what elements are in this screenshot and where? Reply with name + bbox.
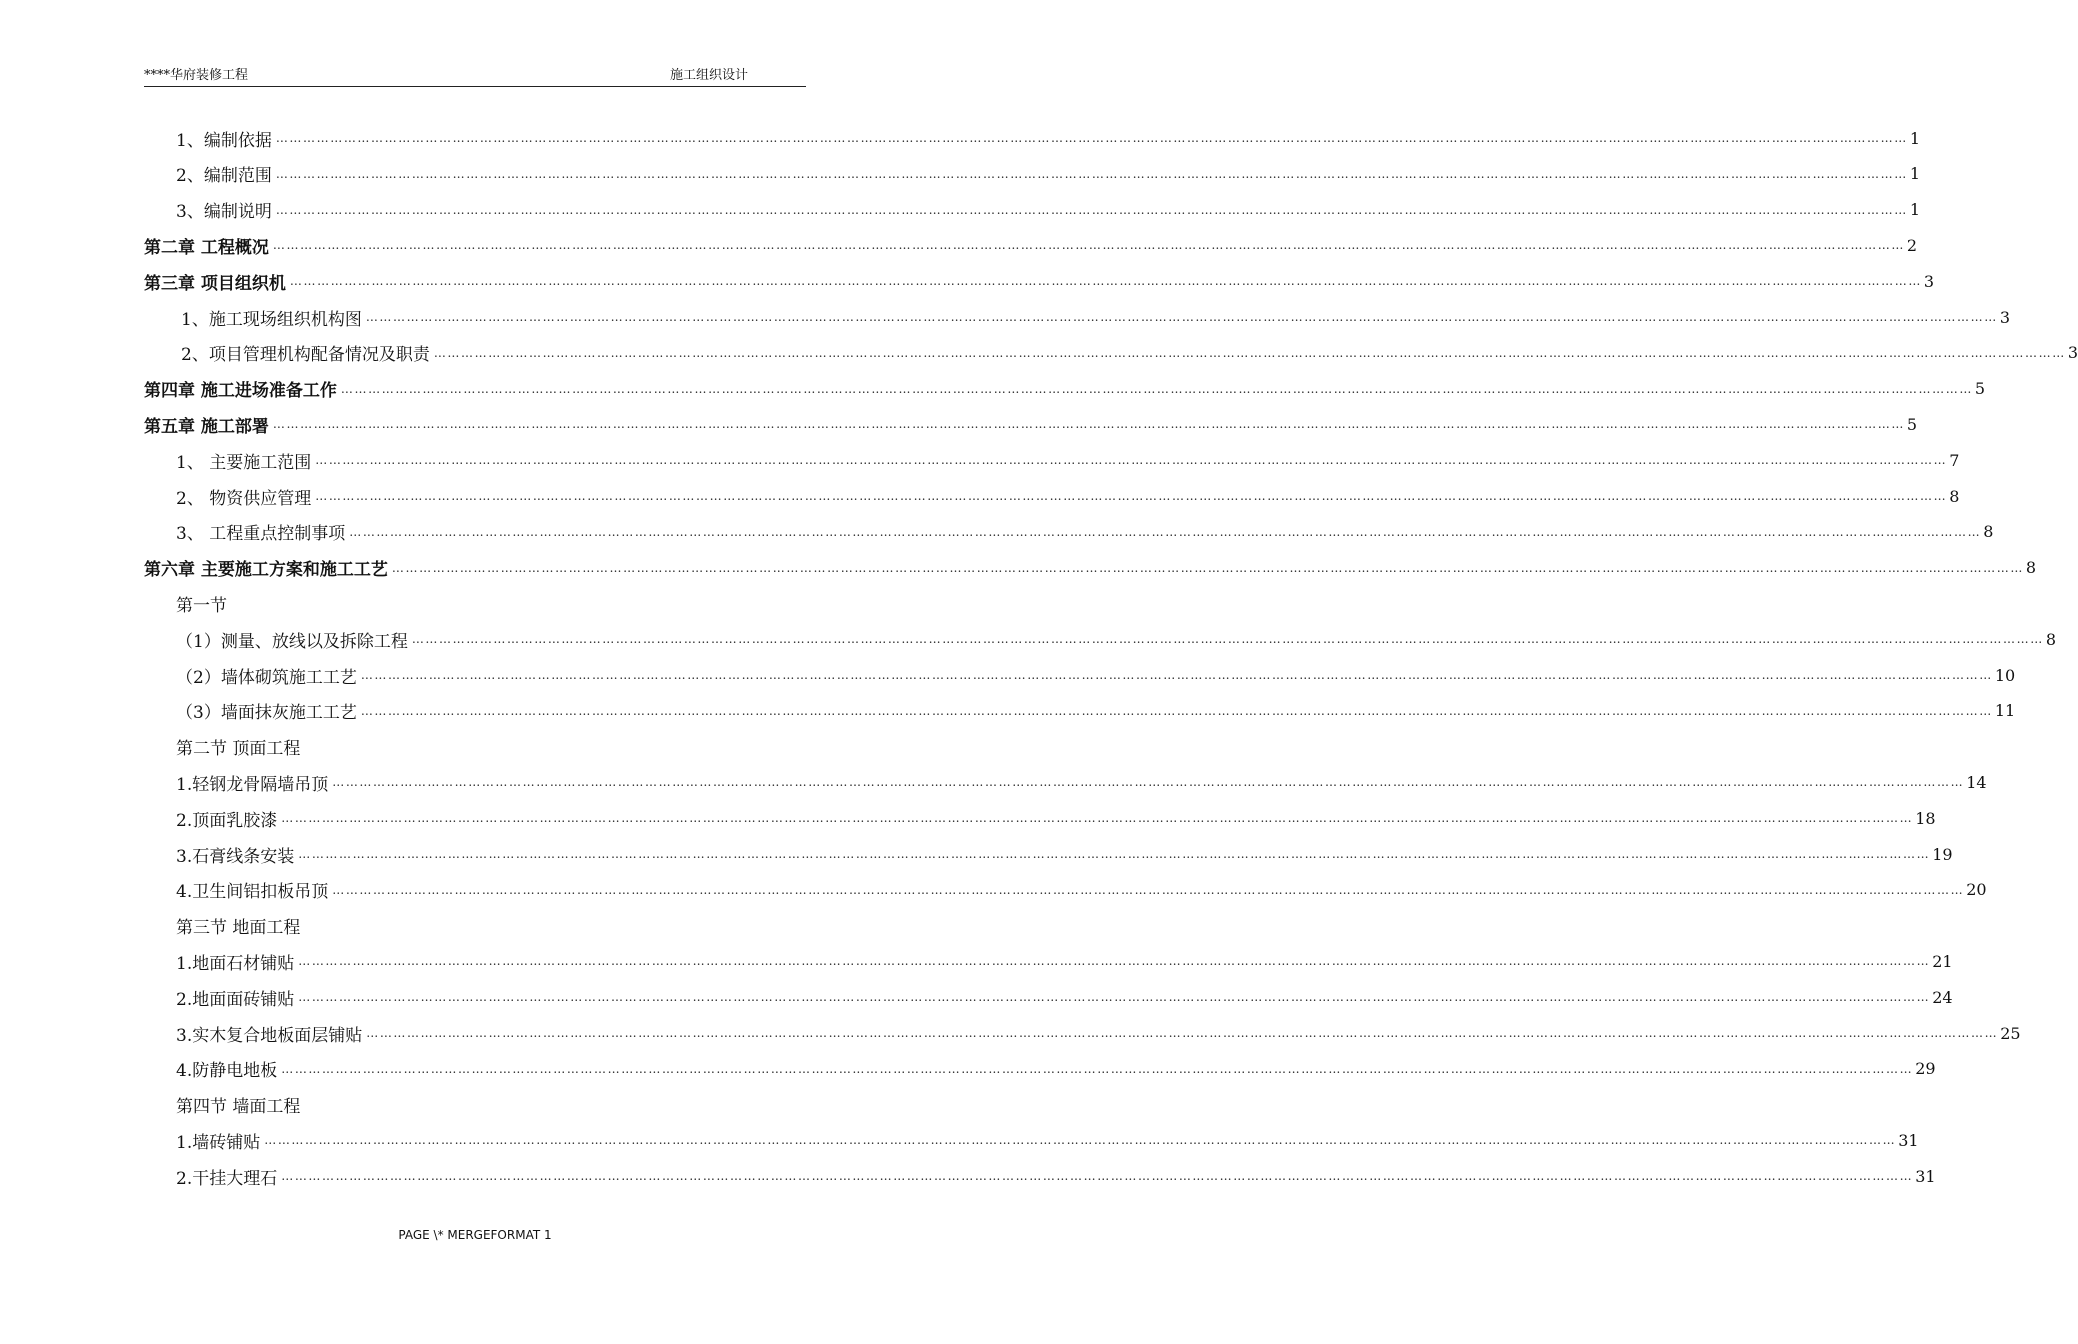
- toc-entry-title: 2.地面面砖铺贴: [176, 989, 295, 1010]
- toc-leader-dots: ………………………………………………………………………………………………………………………………………………………………………………………………………………………………………………………………………………………………………………………………: [433, 345, 2066, 360]
- toc-entry[interactable]: [176, 1015, 2021, 1051]
- toc-page-number: 25: [2000, 1023, 2021, 1043]
- toc-section-heading: 第一节: [176, 595, 227, 616]
- toc-entry-title: 3、编制说明: [176, 202, 272, 223]
- toc-entry-title: 1.墙砖铺贴: [176, 1132, 261, 1153]
- toc-leader-dots: ………………………………………………………………………………………………………………………………………………………………………………………………………………………………………………………………………………………………………………………………: [275, 131, 1908, 145]
- toc-entry[interactable]: [176, 478, 1960, 514]
- toc-entry-title: 3、 工程重点控制事项: [176, 524, 346, 545]
- toc-entry-title: 1.地面石材铺贴: [176, 953, 295, 974]
- toc-chapter-entry[interactable]: [144, 263, 1935, 299]
- toc-page-number: 3: [1923, 271, 1935, 291]
- page-footer-field: PAGE \* MERGEFORMAT 1: [398, 1228, 552, 1242]
- toc-chapter-entry[interactable]: [144, 406, 1918, 442]
- toc-entry-title: 2、 物资供应管理: [176, 488, 312, 509]
- toc-leader-dots: ………………………………………………………………………………………………………………………………………………………………………………………………………………………………………………………………………………………………………………………………: [366, 1026, 1999, 1040]
- toc-leader-dots: ………………………………………………………………………………………………………………………………………………………………………………………………………………………………………………………………………………………………………………………………: [289, 274, 1922, 289]
- toc-chapter-entry[interactable]: [144, 371, 1986, 407]
- toc-page-number: 7: [1949, 450, 1960, 470]
- toc-section-heading: 第二节 顶面工程: [176, 739, 301, 760]
- toc-page-number: 24: [1932, 987, 1953, 1007]
- toc-page-number: 29: [1915, 1059, 1936, 1079]
- toc-entry-title: 1.轻钢龙骨隔墙吊顶: [176, 774, 329, 795]
- toc-entry-title: 4.卫生间铝扣板吊顶: [176, 882, 329, 903]
- toc-leader-dots: ………………………………………………………………………………………………………………………………………………………………………………………………………………………………………………………………………………………………………………………………: [360, 703, 1993, 718]
- toc-page-number: 11: [1994, 701, 2016, 721]
- toc-entry[interactable]: [176, 979, 1953, 1015]
- toc-entry-title: 4.防静电地板: [176, 1061, 278, 1082]
- toc-entry-title: 第二章 工程概况: [144, 237, 269, 258]
- toc-entry[interactable]: [176, 872, 1987, 908]
- toc-page-number: 8: [1949, 486, 1960, 506]
- toc-entry[interactable]: [176, 1158, 1936, 1194]
- toc-entry[interactable]: [176, 442, 1960, 478]
- toc-entry[interactable]: [176, 120, 1921, 156]
- toc-section-heading: 第四节 墙面工程: [176, 1097, 301, 1118]
- toc-entry-title: 2、编制范围: [176, 166, 272, 187]
- toc-chapter-entry[interactable]: [144, 227, 1918, 263]
- toc-page-number: 10: [1994, 665, 2016, 685]
- toc-page-number: 3: [2067, 343, 2078, 363]
- toc-leader-dots: ………………………………………………………………………………………………………………………………………………………………………………………………………………………………………………………………………………………………………………………………: [272, 417, 1905, 432]
- toc-page-number: 14: [1966, 772, 1987, 792]
- toc-leader-dots: ………………………………………………………………………………………………………………………………………………………………………………………………………………………………………………………………………………………………………………………………: [315, 489, 1948, 503]
- toc-entry-title: 1、 主要施工范围: [176, 452, 312, 473]
- toc-entry-title: （3）墙面抹灰施工工艺: [176, 703, 357, 724]
- toc-entry[interactable]: [176, 1122, 1919, 1158]
- toc-entry[interactable]: [181, 335, 2078, 371]
- toc-entry[interactable]: [176, 836, 1953, 872]
- toc-page-number: 31: [1898, 1130, 1919, 1150]
- toc-page-number: 1: [1909, 128, 1921, 148]
- toc-leader-dots: ………………………………………………………………………………………………………………………………………………………………………………………………………………………………………………………………………………………………………………………………: [332, 882, 1965, 897]
- toc-leader-dots: ………………………………………………………………………………………………………………………………………………………………………………………………………………………………………………………………………………………………………………………………: [411, 632, 2044, 647]
- toc-entry[interactable]: [176, 693, 2016, 729]
- toc-entry[interactable]: [176, 1051, 1936, 1087]
- toc-chapter-entry[interactable]: [144, 550, 2037, 586]
- toc-page-number: 8: [2025, 558, 2037, 578]
- toc-leader-dots: ………………………………………………………………………………………………………………………………………………………………………………………………………………………………………………………………………………………………………………………………: [365, 310, 1998, 324]
- toc-entry-title: 2.顶面乳胶漆: [176, 810, 278, 831]
- toc-entry-title: 1、施工现场组织机构图: [181, 309, 362, 330]
- toc-entry[interactable]: [176, 943, 1953, 979]
- toc-leader-dots: ………………………………………………………………………………………………………………………………………………………………………………………………………………………………………………………………………………………………………………………………: [281, 811, 1914, 826]
- toc-leader-dots: ………………………………………………………………………………………………………………………………………………………………………………………………………………………………………………………………………………………………………………………………: [298, 990, 1931, 1005]
- toc-page-number: 2: [1906, 235, 1918, 255]
- toc-entry[interactable]: [176, 764, 1987, 800]
- page-header: [144, 66, 806, 87]
- toc-entry[interactable]: [176, 156, 1921, 192]
- toc-page-number: 1: [1909, 164, 1921, 184]
- toc-leader-dots: ………………………………………………………………………………………………………………………………………………………………………………………………………………………………………………………………………………………………………………………………: [275, 166, 1908, 181]
- toc-entry-title: 2、项目管理机构配备情况及职责: [181, 345, 430, 366]
- toc-entry-title: 2.干挂大理石: [176, 1168, 278, 1189]
- toc-leader-dots: ………………………………………………………………………………………………………………………………………………………………………………………………………………………………………………………………………………………………………………………………: [360, 668, 1993, 682]
- toc-leader-dots: ………………………………………………………………………………………………………………………………………………………………………………………………………………………………………………………………………………………………………………………………: [281, 1061, 1914, 1076]
- toc-page-number: 31: [1915, 1166, 1936, 1186]
- toc-entry-title: 1、编制依据: [176, 130, 272, 151]
- toc-entry-title: 3.石膏线条安装: [176, 846, 295, 867]
- toc-page-number: 3: [1999, 307, 2011, 327]
- toc-page-number: 1: [1909, 200, 1921, 220]
- toc-page-number: 21: [1932, 951, 1953, 971]
- toc-leader-dots: ………………………………………………………………………………………………………………………………………………………………………………………………………………………………………………………………………………………………………………………………: [298, 954, 1931, 969]
- toc-page-number: 8: [2045, 629, 2057, 649]
- toc-leader-dots: ………………………………………………………………………………………………………………………………………………………………………………………………………………………………………………………………………………………………………………………………: [275, 202, 1908, 217]
- toc-entry[interactable]: [176, 800, 1936, 836]
- toc-leader-dots: ………………………………………………………………………………………………………………………………………………………………………………………………………………………………………………………………………………………………………………………………: [315, 453, 1948, 468]
- toc-leader-dots: ………………………………………………………………………………………………………………………………………………………………………………………………………………………………………………………………………………………………………………………………: [340, 381, 1973, 396]
- header-document-title: 施工组织设计: [670, 68, 749, 83]
- toc-entry-title: 第六章 主要施工方案和施工工艺: [144, 560, 388, 581]
- toc-leader-dots: ………………………………………………………………………………………………………………………………………………………………………………………………………………………………………………………………………………………………………………………………: [272, 238, 1905, 253]
- toc-page-number: 20: [1966, 880, 1987, 900]
- toc-leader-dots: ………………………………………………………………………………………………………………………………………………………………………………………………………………………………………………………………………………………………………………………………: [349, 524, 1982, 539]
- toc-leader-dots: ………………………………………………………………………………………………………………………………………………………………………………………………………………………………………………………………………………………………………………………………: [264, 1133, 1897, 1148]
- toc-entry-title: （2）墙体砌筑施工工艺: [176, 667, 357, 688]
- toc-entry[interactable]: [176, 192, 1921, 228]
- toc-page-number: 18: [1915, 808, 1936, 828]
- toc-entry-title: 第四章 施工进场准备工作: [144, 381, 337, 402]
- toc-leader-dots: ………………………………………………………………………………………………………………………………………………………………………………………………………………………………………………………………………………………………………………………………: [391, 560, 2024, 575]
- header-project-name: ****华府装修工程: [144, 68, 249, 83]
- toc-entry[interactable]: [181, 299, 2011, 335]
- toc-leader-dots: ………………………………………………………………………………………………………………………………………………………………………………………………………………………………………………………………………………………………………………………………: [298, 847, 1931, 861]
- toc-entry[interactable]: [176, 621, 2057, 657]
- toc-leader-dots: ………………………………………………………………………………………………………………………………………………………………………………………………………………………………………………………………………………………………………………………………: [281, 1169, 1914, 1184]
- toc-entry-title: （1）测量、放线以及拆除工程: [176, 631, 408, 652]
- toc-page-number: 8: [1983, 522, 1994, 542]
- toc-leader-dots: ………………………………………………………………………………………………………………………………………………………………………………………………………………………………………………………………………………………………………………………………: [332, 775, 1965, 790]
- toc-page-number: 5: [1906, 414, 1918, 434]
- toc-entry-title: 3.实木复合地板面层铺贴: [176, 1025, 363, 1046]
- toc-entry-title: 第五章 施工部署: [144, 416, 269, 437]
- toc-entry[interactable]: [176, 657, 2016, 693]
- toc-section-heading: 第三节 地面工程: [176, 918, 301, 939]
- toc-entry-title: 第三章 项目组织机: [144, 273, 286, 294]
- toc-page-number: 19: [1932, 844, 1953, 864]
- toc-entry[interactable]: [176, 514, 1994, 550]
- toc-page-number: 5: [1974, 379, 1986, 399]
